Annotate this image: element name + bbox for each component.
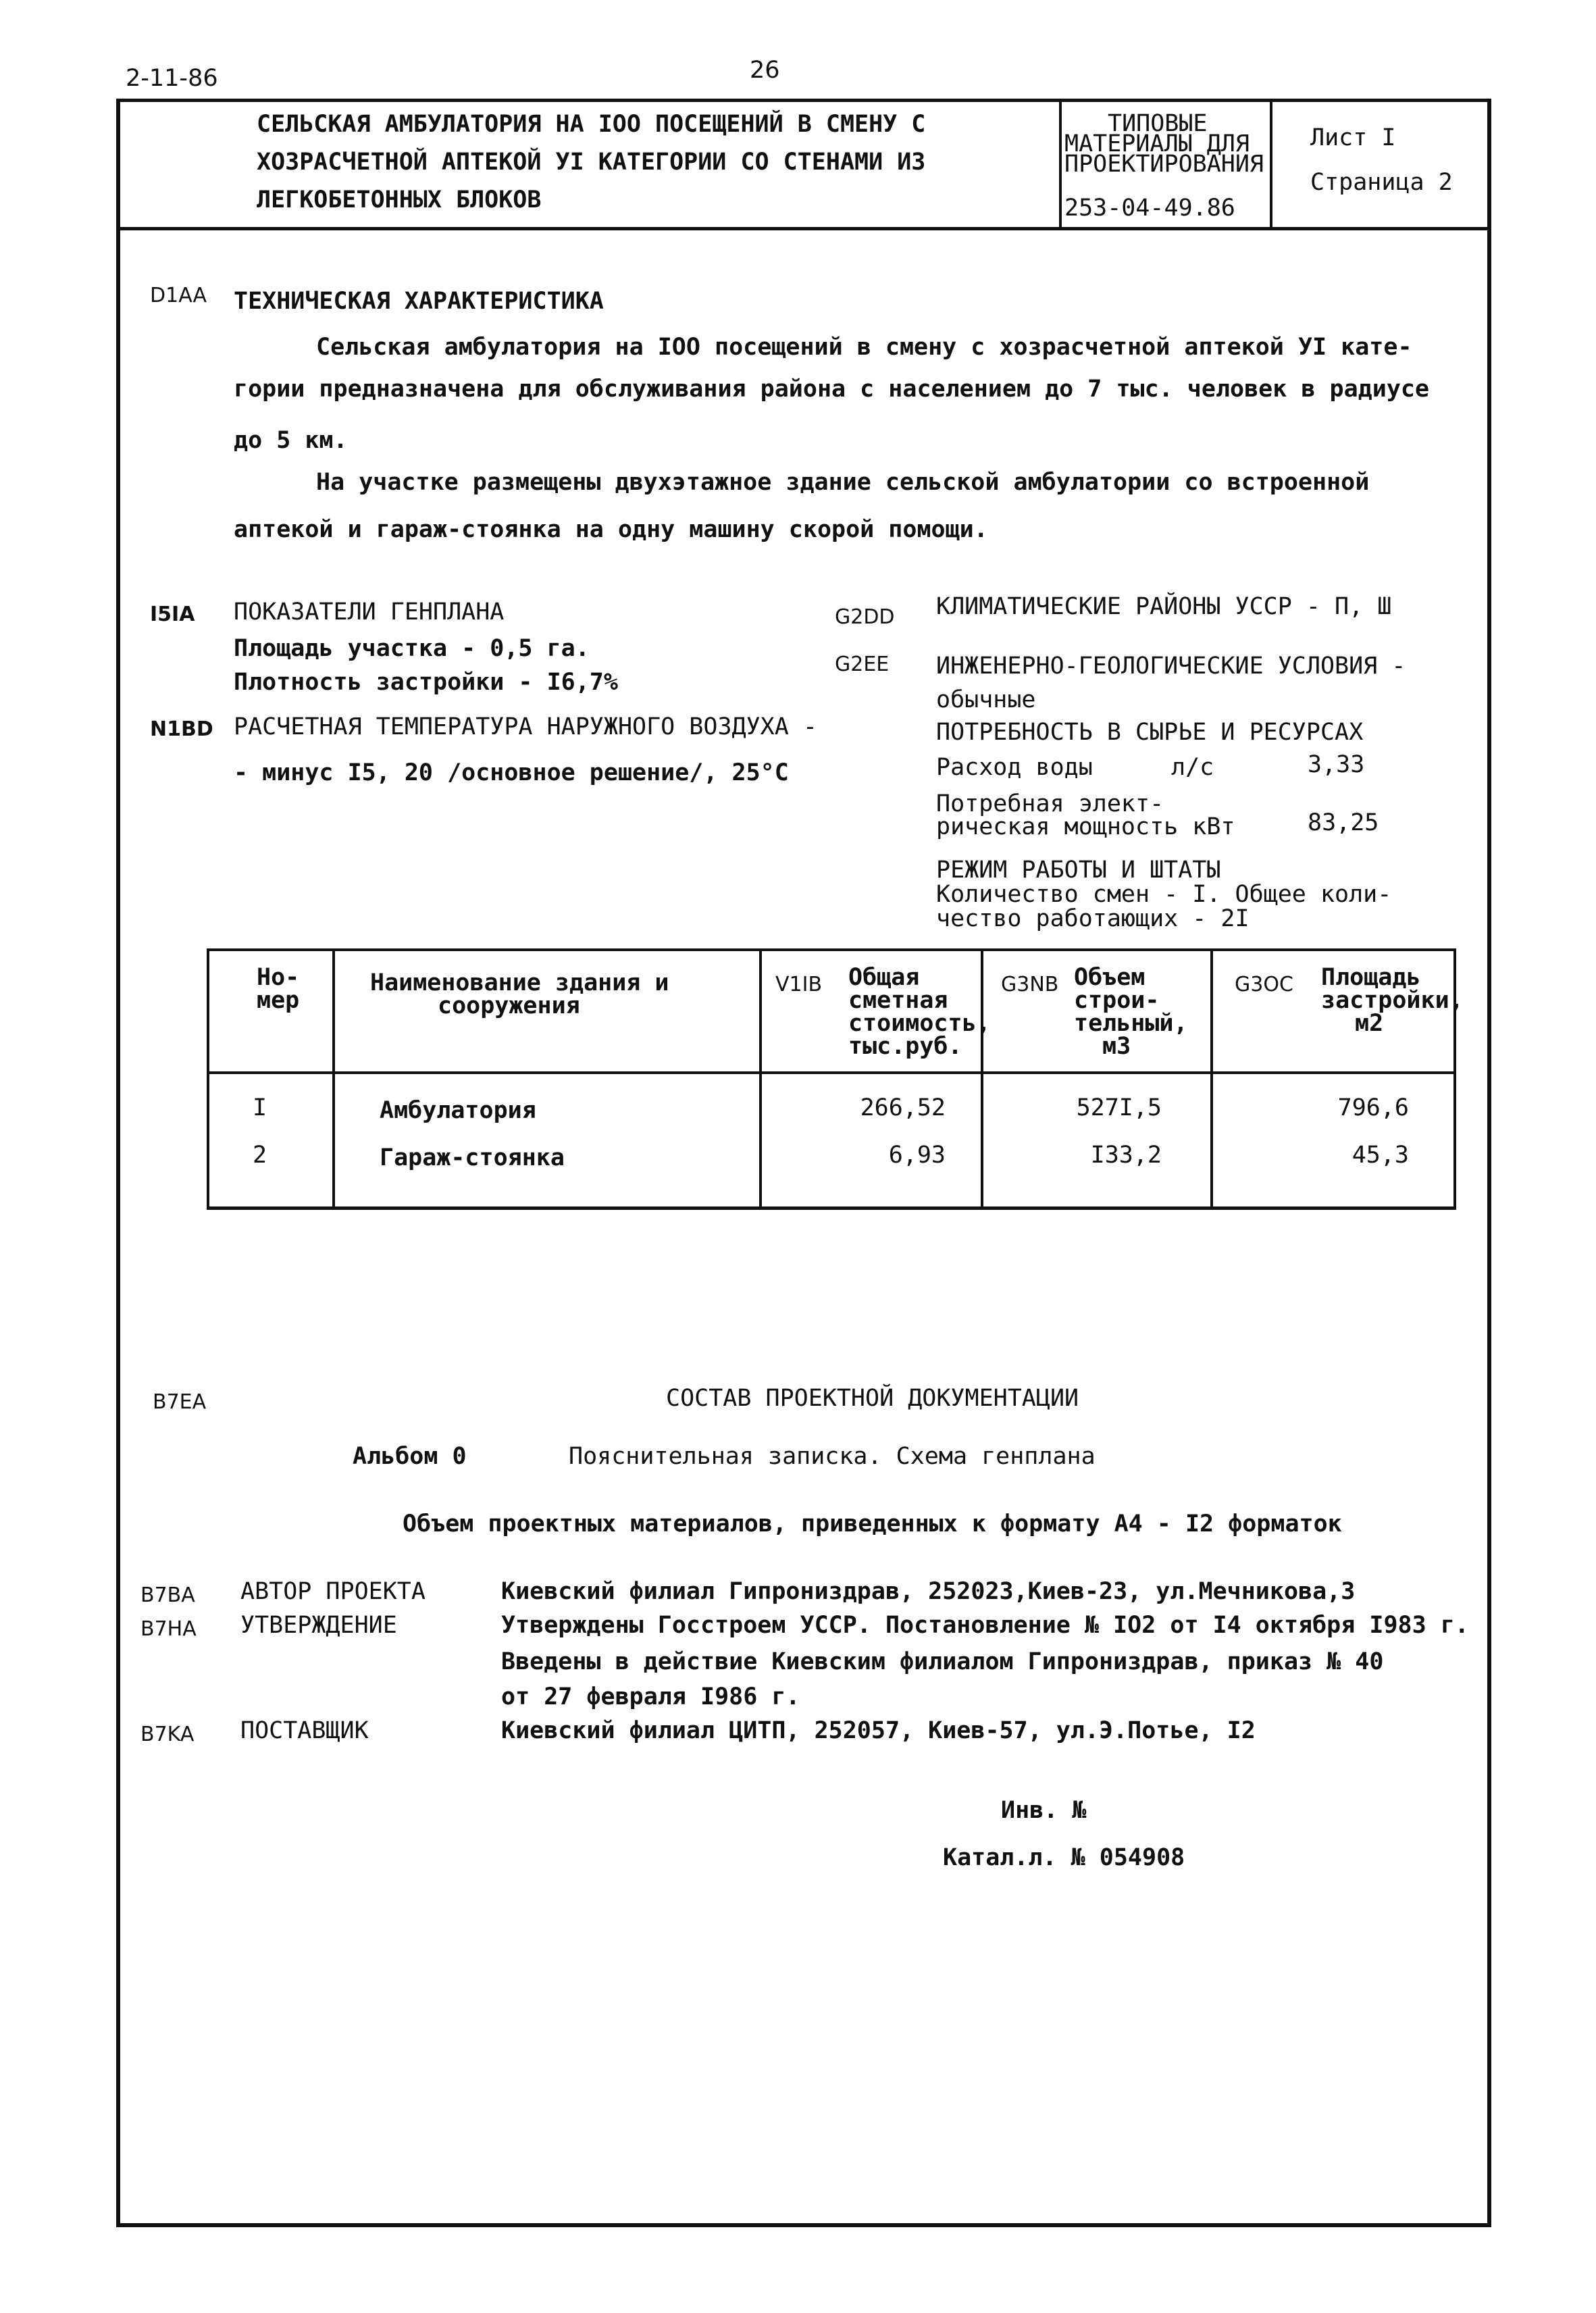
approval-code: B7HA — [140, 1617, 197, 1641]
th-area-2: застройки, — [1321, 987, 1464, 1014]
row-area: 796,6 — [1337, 1094, 1409, 1121]
tech-heading: ТЕХНИЧЕСКАЯ ХАРАКТЕРИСТИКА — [234, 288, 604, 315]
th-volume-2: строи- — [1074, 987, 1160, 1014]
mode-line-2: чество работающих - 2I — [936, 905, 1250, 932]
th-volume-code: G3NB — [1001, 973, 1059, 996]
mode-line-1: Количество смен - I. Общее коли- — [936, 881, 1392, 908]
sheet-label: Лист I — [1310, 124, 1396, 151]
volume-text: Объем проектных материалов, приведенных к формату А4 - I2 форматок — [403, 1510, 1342, 1537]
header-divider — [116, 227, 1487, 230]
title-line-2: ХОЗРАСЧЕТНОЙ АПТЕКОЙ УI КАТЕГОРИИ СО СТЕНАМИ ИЗ — [257, 149, 926, 176]
title-line-3: ЛЕГКОБЕТОННЫХ БЛОКОВ — [257, 186, 542, 213]
album-text: Пояснительная записка. Схема генплана — [569, 1443, 1096, 1470]
water-label: Расход воды — [936, 754, 1093, 781]
th-num-1: Но- — [257, 964, 300, 991]
table-col-line — [759, 948, 762, 1209]
row-cost: 266,52 — [860, 1094, 946, 1121]
row-num: 2 — [253, 1142, 267, 1169]
inventory-number: Инв. № — [1001, 1797, 1087, 1824]
th-volume-3: тельный, — [1074, 1010, 1188, 1037]
approval-line-2: Введены в действие Киевским филиалом Гипрониздрав, приказ № 40 — [501, 1648, 1384, 1675]
power-label-1: Потребная элект- — [936, 790, 1164, 817]
th-num-2: мер — [257, 987, 300, 1014]
author-code: B7BA — [140, 1583, 195, 1607]
th-cost-3: стоимость, — [848, 1010, 991, 1037]
th-area-1: Площадь — [1321, 964, 1421, 991]
docs-code: B7EA — [153, 1390, 207, 1414]
th-cost-1: Общая — [848, 964, 920, 991]
header-sep-1 — [1059, 100, 1062, 228]
catalog-number: Катал.л. № 054908 — [943, 1844, 1185, 1871]
table-col-line — [207, 948, 209, 1209]
th-volume-4: м3 — [1102, 1033, 1131, 1060]
series-line-3: ПРОЕКТИРОВАНИЯ — [1064, 151, 1264, 178]
tech-code: D1AA — [150, 284, 207, 307]
tech-para2-line2: аптекой и гараж-стоянка на одну машину скорой помощи. — [234, 516, 988, 543]
th-cost-code: V1IB — [775, 973, 823, 996]
genplan-code: I5IA — [150, 603, 195, 626]
title-line-1: СЕЛЬСКАЯ АМБУЛАТОРИЯ НА IOO ПОСЕЩЕНИЙ В СМЕНУ С — [257, 111, 926, 138]
supplier-code: B7KA — [140, 1723, 195, 1746]
th-area-3: м2 — [1355, 1010, 1384, 1037]
series-line-1: ТИПОВЫЕ — [1108, 110, 1208, 137]
tech-para1-line1: Сельская амбулатория на IOO посещений в смену с хозрасчетной аптекой УI кате- — [316, 334, 1412, 361]
date-code: 2-11-86 — [126, 65, 218, 92]
tech-para1-line3: до 5 км. — [234, 427, 348, 454]
power-value: 83,25 — [1308, 809, 1379, 836]
temp-code: N1BD — [150, 717, 213, 741]
row-cost: 6,93 — [888, 1142, 946, 1169]
water-unit: л/с — [1171, 754, 1214, 781]
row-volume: I33,2 — [1090, 1142, 1162, 1169]
tech-para2-line1: На участке размещены двухэтажное здание сельской амбулатории со встроенной — [316, 469, 1370, 496]
temp-value: - минус I5, 20 /основное решение/, 25°С — [234, 759, 789, 786]
temp-heading: РАСЧЕТНАЯ ТЕМПЕРАТУРА НАРУЖНОГО ВОЗДУХА - — [234, 713, 817, 740]
row-name: Амбулатория — [380, 1097, 536, 1124]
approval-line-3: от 27 февраля I986 г. — [501, 1683, 800, 1710]
power-label-2: рическая мощность кВт — [936, 813, 1235, 840]
genplan-heading: ПОКАЗАТЕЛИ ГЕНПЛАНА — [234, 599, 505, 626]
geo-line-1: ИНЖЕНЕРНО-ГЕОЛОГИЧЕСКИЕ УСЛОВИЯ - — [936, 653, 1406, 680]
geo-line-2: обычные — [936, 686, 1036, 713]
geo-code: G2EE — [835, 653, 890, 676]
supplier-text: Киевский филиал ЦИТП, 252057, Киев-57, ул.Э.Потье, I2 — [501, 1717, 1256, 1744]
author-label: АВТОР ПРОЕКТА — [240, 1578, 426, 1605]
genplan-density: Плотность застройки - I6,7% — [234, 669, 618, 696]
series-line-2: МАТЕРИАЛЫ ДЛЯ — [1064, 130, 1250, 157]
th-name-2: сооружения — [438, 992, 580, 1019]
table-bottom-line — [207, 1206, 1456, 1210]
page-label: Страница 2 — [1310, 169, 1453, 196]
approval-label: УТВЕРЖДЕНИЕ — [240, 1612, 397, 1639]
approval-line-1: Утверждены Госстроем УССР. Постановление № IO2 от I4 октября I983 г. — [501, 1612, 1469, 1639]
th-area-code: G3OC — [1235, 973, 1293, 996]
page-number: 26 — [750, 57, 780, 84]
water-value: 3,33 — [1308, 751, 1365, 778]
resources-heading: ПОТРЕБНОСТЬ В СЫРЬЕ И РЕСУРСАХ — [936, 719, 1364, 746]
series-code: 253-04-49.86 — [1064, 195, 1235, 222]
table-top-line — [207, 948, 1456, 951]
tech-para1-line2: гории предназначена для обслуживания района с населением до 7 тыс. человек в радиусе — [234, 376, 1430, 403]
th-cost-2: сметная — [848, 987, 948, 1014]
supplier-label: ПОСТАВЩИК — [240, 1717, 369, 1744]
author-text: Киевский филиал Гипрониздрав, 252023,Киев-23, ул.Мечникова,3 — [501, 1578, 1356, 1605]
album-label: Альбом 0 — [353, 1443, 467, 1470]
th-name-1: Наименование здания и — [370, 969, 669, 996]
row-num: I — [253, 1094, 267, 1121]
climate-text: КЛИМАТИЧЕСКИЕ РАЙОНЫ УССР - П, Ш — [936, 593, 1392, 620]
table-header-line — [207, 1071, 1456, 1074]
genplan-area: Площадь участка - 0,5 га. — [234, 635, 590, 662]
th-volume-1: Объем — [1074, 964, 1145, 991]
th-cost-4: тыс.руб. — [848, 1033, 962, 1060]
row-volume: 527I,5 — [1076, 1094, 1162, 1121]
docs-heading: СОСТАВ ПРОЕКТНОЙ ДОКУМЕНТАЦИИ — [666, 1385, 1079, 1412]
table-col-line — [332, 948, 335, 1209]
table-col-line — [1210, 948, 1213, 1209]
header-sep-2 — [1270, 100, 1272, 228]
mode-heading: РЕЖИМ РАБОТЫ И ШТАТЫ — [936, 857, 1221, 884]
row-name: Гараж-стоянка — [380, 1144, 565, 1171]
climate-code: G2DD — [835, 605, 895, 629]
row-area: 45,3 — [1352, 1142, 1409, 1169]
table-col-line — [981, 948, 983, 1209]
